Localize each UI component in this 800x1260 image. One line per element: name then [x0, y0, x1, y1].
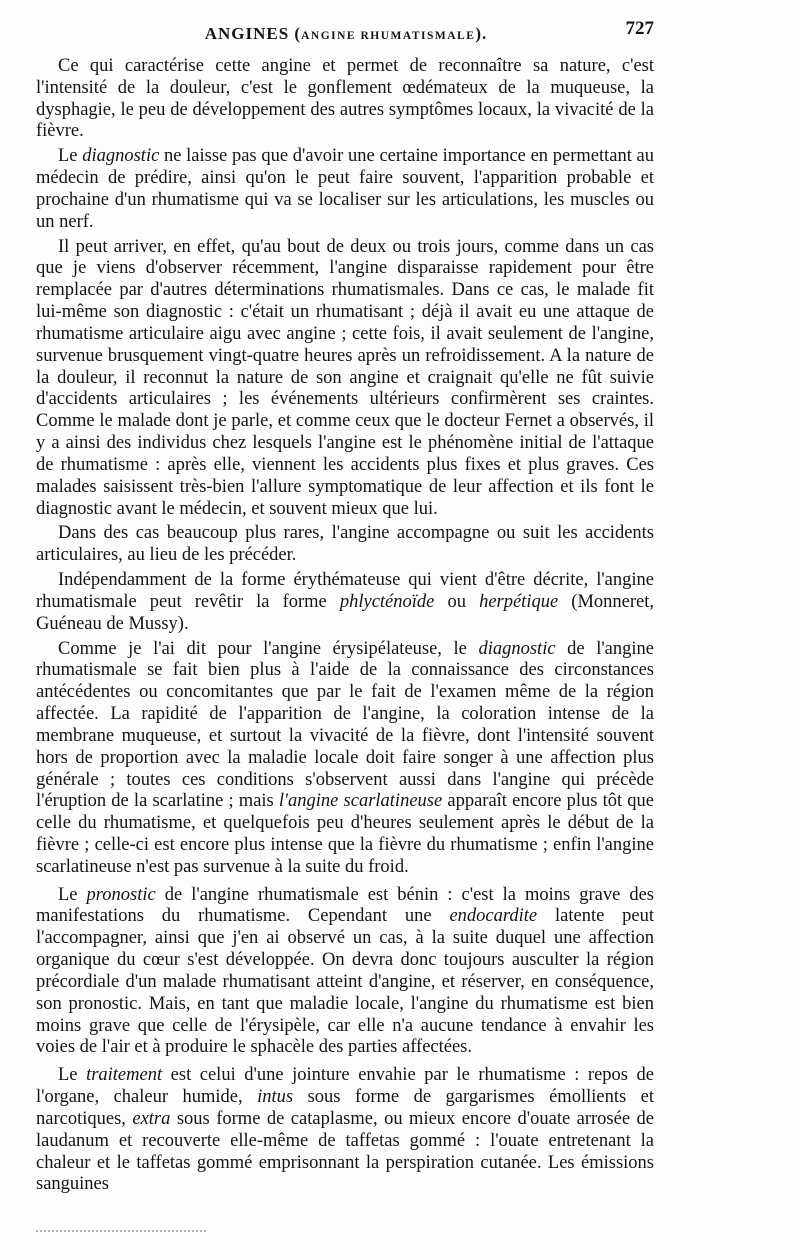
paragraph-3: Il peut arriver, en effet, qu'au bout de deux ou trois jours, comme dans un cas que je viens d'observer récemment, l'angine disparaisse rapidement pour être remplacée par d'autres déterminations rhumatismales. Dans ce cas, le malade fit lui-même son diagnostic : c'était un rhumatisant ; déjà il avait eu une attaque de rhumatisme articulaire aigu avec angine ; cette fois, il avait seulement de l'angine, survenue brusquement vingt-quatre heures après un refroidissement. A la nature de la douleur, il reconnut la nature de son angine et craignait qu'elle ne fût suivie d'accidents articulaires ; les événements ultérieurs confirmèrent ses craintes. Comme le malade dont je parle, et comme ceux que le docteur Fernet a observés, il y a ainsi des individus chez lesquels l'angine est le phénomène initial de l'attaque de rhumatisme : après elle, viennent les accidents plus fixes et plus graves. Ces malades saisissent très-bien l'allure symptomatique de leur affection et ils font le diagnostic avant le médecin, et souvent mieux que lui. [36, 236, 654, 519]
paragraph-8: Le traitement est celui d'une jointure envahie par le rhumatisme : repos de l'organe, chaleur humide, intus sous forme de gargarismes émollients et narcotiques, extra sous forme de cataplasme, ou mieux encore d'ouate arrosée de laudanum et recouverte elle-même de taffetas gommé : l'ouate entretenant la chaleur et le taffetas gommé emprisonnant la perspiration cutanée. Les émissions sanguines [36, 1065, 654, 1195]
page-header [38, 18, 654, 48]
footer-scan-artifact [36, 1230, 206, 1234]
paragraph-2: Le diagnostic ne laisse pas que d'avoir une certaine importance en permettant au médecin de prédire, ainsi qu'on le peut faire souvent, l'apparition probable et prochaine d'un rhumatisme qui va se localiser sur les articulations, les muscles ou un nerf. [36, 146, 655, 232]
page-number: 727 [625, 18, 654, 39]
body-text [36, 56, 654, 1196]
paragraph-1: Ce qui caractérise cette angine et permet de reconnaître sa nature, c'est l'intensité de la douleur, c'est le gonflement œdémateux de la muqueuse, la dysphagie, le peu de développement des autres symptômes locaux, la vivacité de la fièvre. [36, 56, 654, 142]
paragraph-6: Comme je l'ai dit pour l'angine érysipélateuse, le diagnostic de l'angine rhumatismale se fait bien plus à l'aide de la connaissance des circonstances antécédentes ou concomitantes que par le fait de l'examen même de la région affectée. La rapidité de l'apparition de l'angine, la coloration intense de la membrane muqueuse, et surtout la vivacité de la fièvre, dont l'intensité souvent hors de proportion avec la maladie locale doit faire songer à une affection plus générale ; toutes ces conditions s'observent aussi dans l'angine qui précède l'éruption de la scarlatine ; mais l'angine scarlatineuse apparaît encore plus tôt que celle du rhumatisme, et quelquefois peu d'heures seulement après le début de la fièvre ; celle-ci est encore plus intense que la fièvre du rhumatisme ; enfin l'angine scarlatineuse n'est pas survenue à la suite du froid. [36, 638, 654, 877]
paragraph-5: Indépendamment de la forme érythémateuse qui vient d'être décrite, l'angine rhumatismale peut revêtir la forme phlycténoïde ou herpétique (Monneret, Guéneau de Mussy). [36, 570, 654, 634]
running-head-main: ANGINES ( [204, 24, 302, 43]
running-head-close: ). [475, 24, 488, 43]
running-head-subtitle: ANGINE RHUMATISMALE [301, 30, 476, 42]
paragraph-7: Le pronostic de l'angine rhumatismale est bénin : c'est la moins grave des manifestations du rhumatisme. Cependant une endocardite latente peut l'accompagner, ainsi que j'en ai observé un cas, à la suite duquel une affection organique du cœur s'est développée. On devra donc toujours ausculter la région précordiale d'un malade rhumatisant atteint d'angine, et réserver, en conséquence, son pronostic. Mais, en tant que maladie locale, l'angine du rhumatisme est bien moins grave que celle de l'érysipèle, car elle n'a aucune tendance à envahir les voies de l'air et à produire le sphacèle des parties affectées. [36, 884, 655, 1058]
running-head [38, 24, 654, 44]
paragraph-4: Dans des cas beaucoup plus rares, l'angine accompagne ou suit les accidents articulaires, au lieu de les précéder. [36, 523, 654, 566]
